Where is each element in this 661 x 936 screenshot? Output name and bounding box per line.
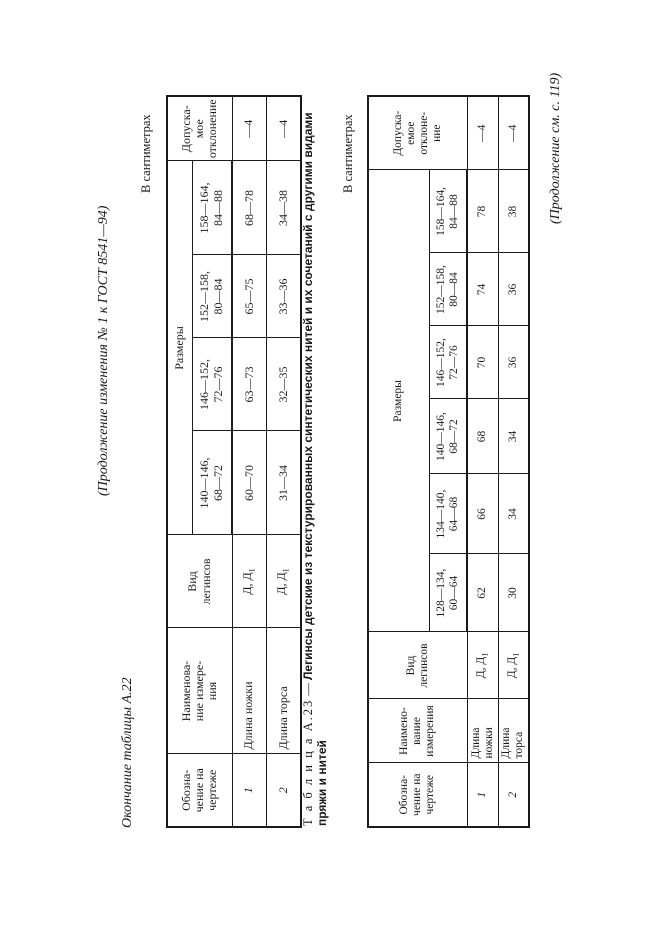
cell-value: 68: [467, 399, 498, 474]
cell-value: 34—38: [266, 161, 301, 255]
col-tolerance: Допуска- мое отклонение: [167, 96, 232, 161]
row-name: Длина ножки: [232, 628, 266, 754]
cell-value: 34: [498, 474, 529, 554]
table-a23-caption: Т а б л и ц а А.23 — Легинсы детские из текстурированных синтетических нитей и их сочетаний с другими видами: [301, 112, 315, 826]
row-type: Д, $Д_1$: [266, 535, 301, 628]
row-number: 1: [467, 763, 498, 827]
size-col: 146—152, 72—76: [429, 326, 467, 399]
col-type: Вид легинсов: [167, 535, 232, 628]
size-col: 134—140, 64—68: [429, 474, 467, 554]
cell-value: 62: [467, 554, 498, 632]
col-tolerance: Допуска- емое отклоне- ние: [368, 96, 467, 170]
size-col: 158—164, 84—88: [192, 161, 232, 255]
cell-value: 30: [498, 554, 529, 632]
col-name: Наимено- вание измерения: [368, 699, 467, 763]
cell-tolerance: —4: [467, 96, 498, 170]
row-type: Д, $Д_1$: [498, 632, 529, 699]
row-name: Длина ножки: [467, 699, 498, 763]
cell-value: 36: [498, 253, 529, 326]
table-row: [266, 96, 301, 827]
col-name: Наименова- ние измере- ния: [167, 628, 232, 754]
cell-value: 31—34: [266, 431, 301, 535]
cell-tolerance: —4: [266, 96, 301, 161]
row-type: Д, $Д_1$: [467, 632, 498, 699]
cell-value: 74: [467, 253, 498, 326]
size-col: 152—158, 80—84: [192, 255, 232, 338]
table-a22: [166, 95, 302, 828]
row-type: Д, $Д_1$: [232, 535, 266, 628]
cell-tolerance: —4: [232, 96, 266, 161]
continuation-title: Окончание таблицы А.22: [120, 677, 135, 828]
size-col: 140—146, 68—72: [192, 431, 232, 535]
table-row: [467, 96, 498, 827]
cell-value: 38: [498, 170, 529, 253]
table-row: [498, 96, 529, 827]
size-col: 140—146, 68—72: [429, 399, 467, 474]
row-number: 1: [232, 754, 266, 827]
cell-value: 32—35: [266, 338, 301, 431]
col-sizes: Размеры: [368, 170, 429, 632]
table-a23-caption-cont: пряжи и нитей: [315, 740, 329, 826]
cell-value: 36: [498, 326, 529, 399]
size-col: 146—152, 72—76: [192, 338, 232, 431]
cell-value: 78: [467, 170, 498, 253]
cell-value: 66: [467, 474, 498, 554]
table-a23: [367, 95, 530, 828]
cell-tolerance: —4: [498, 96, 529, 170]
cell-value: 33—36: [266, 255, 301, 338]
table-a22-unit: В сантиметрах: [139, 114, 153, 193]
cell-value: 63—73: [232, 338, 266, 431]
cell-value: 34: [498, 399, 529, 474]
page-footer: (Продолжение см. с. 119): [548, 72, 563, 224]
size-col: 158—164, 84—88: [429, 170, 467, 253]
row-number: 2: [266, 754, 301, 827]
col-type: Вид легинсов: [368, 632, 467, 699]
cell-value: 65—75: [232, 255, 266, 338]
cell-value: 70: [467, 326, 498, 399]
col-designation: Обозна- чение на чертеже: [167, 754, 232, 827]
row-number: 2: [498, 763, 529, 827]
table-a23-unit: В сантиметрах: [341, 114, 355, 193]
table-row: [232, 96, 266, 827]
col-designation: Обозна- чение на чертеже: [368, 763, 467, 827]
cell-value: 60—70: [232, 431, 266, 535]
size-col: 152—158, 80—84: [429, 253, 467, 326]
cell-value: 68—78: [232, 161, 266, 255]
row-name: Длина торса: [266, 628, 301, 754]
col-sizes: Размеры: [167, 161, 192, 535]
row-name: Длина торса: [498, 699, 529, 763]
page-header: (Продолжение изменения № 1 к ГОСТ 8541—94): [96, 205, 111, 496]
size-col: 128—134, 60—64: [429, 554, 467, 632]
